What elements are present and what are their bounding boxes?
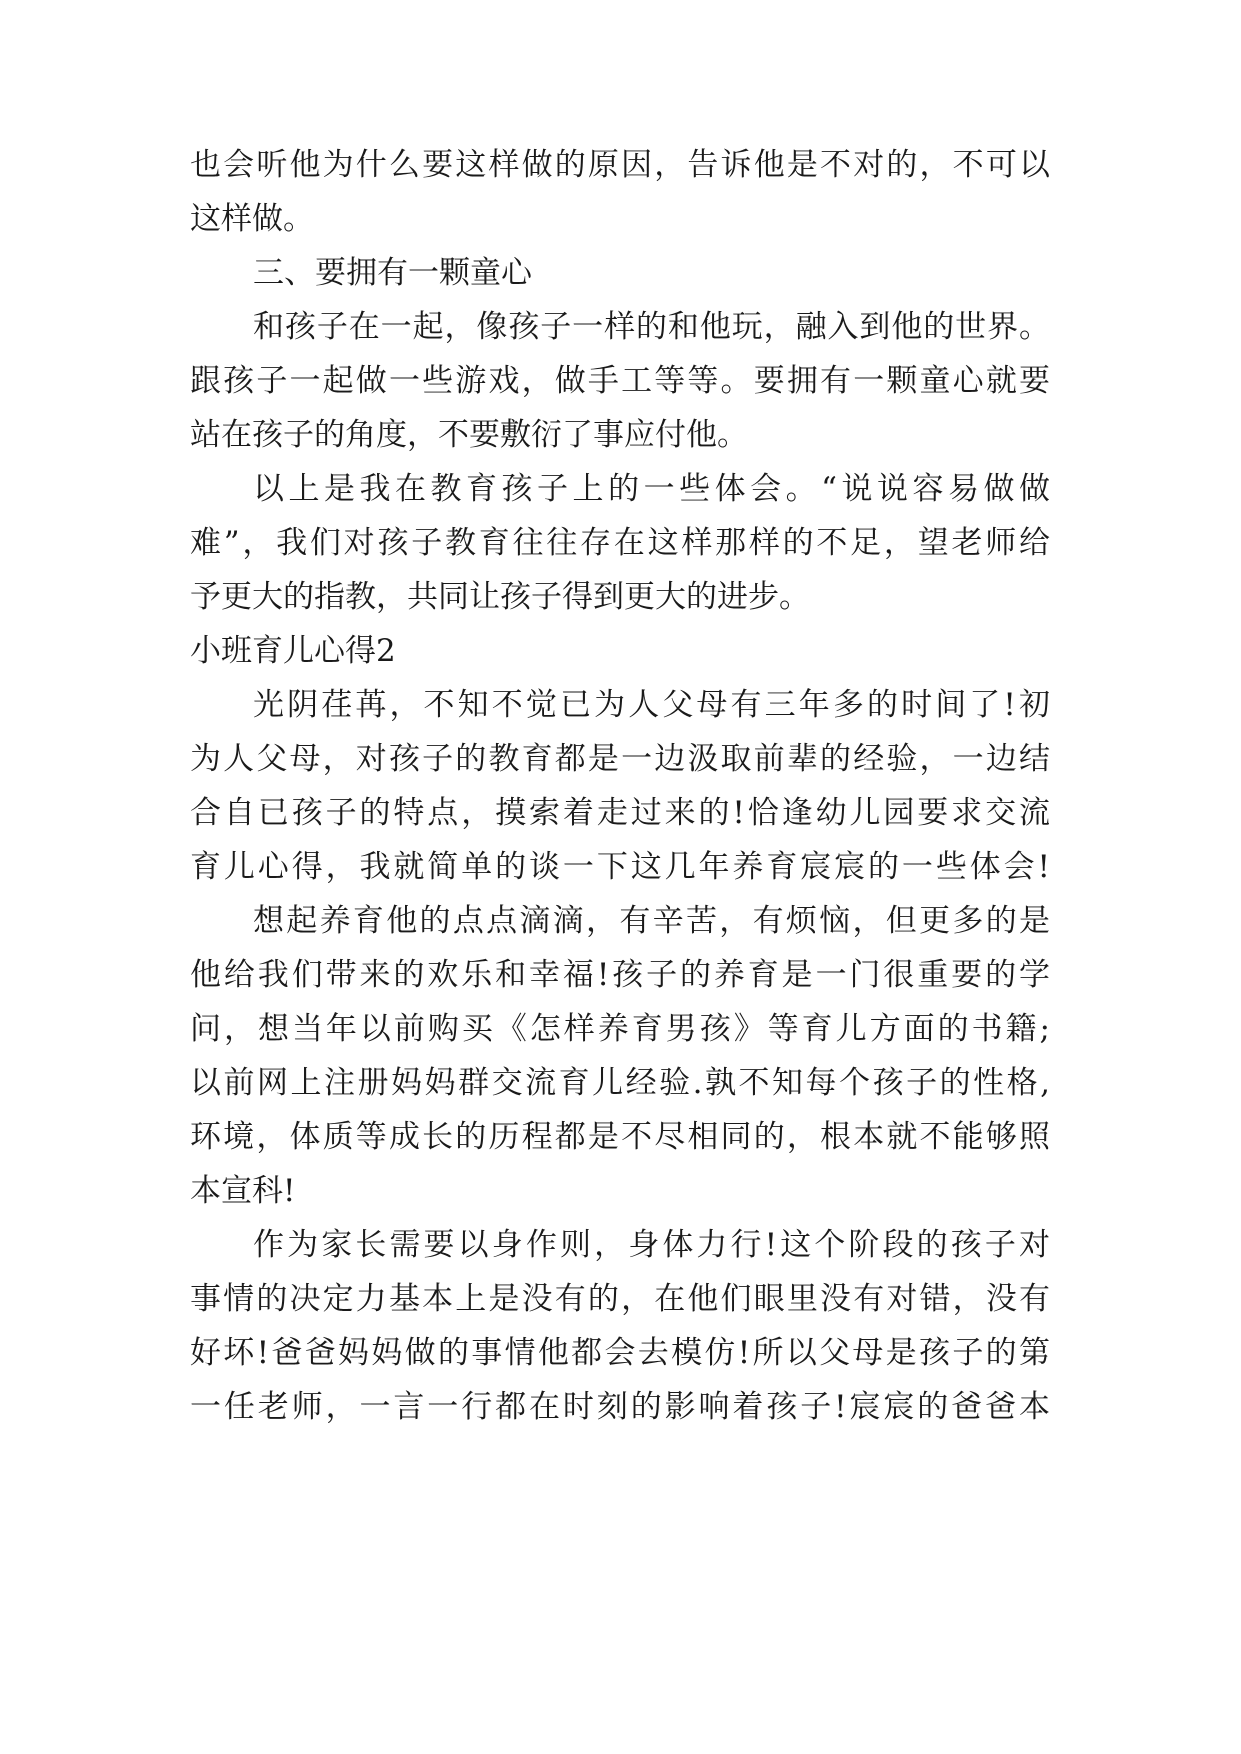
text-line: 一任老师，一言一行都在时刻的影响着孩子!宸宸的爸爸本 bbox=[190, 1389, 1050, 1425]
text-line: 他给我们带来的欢乐和幸福!孩子的养育是一门很重要的学 bbox=[190, 957, 1050, 993]
text-line: 难”，我们对孩子教育往往存在这样那样的不足，望老师给 bbox=[190, 525, 1050, 561]
text-line: 站在孩子的角度，不要敷衍了事应付他。 bbox=[190, 417, 748, 453]
text-line: 以前网上注册妈妈群交流育儿经验.孰不知每个孩子的性格, bbox=[190, 1065, 1050, 1101]
text-line: 环境，体质等成长的历程都是不尽相同的，根本就不能够照 bbox=[190, 1119, 1050, 1155]
text-line: 光阴荏苒，不知不觉已为人父母有三年多的时间了!初 bbox=[253, 687, 1050, 723]
text-line: 本宣科! bbox=[190, 1173, 296, 1209]
text-line: 这样做。 bbox=[190, 201, 314, 237]
article-title: 小班育儿心得2 bbox=[190, 633, 396, 669]
text-line: 以上是我在教育孩子上的一些体会。“说说容易做做 bbox=[253, 471, 1050, 507]
text-line: 为人父母，对孩子的教育都是一边汲取前辈的经验，一边结 bbox=[190, 741, 1050, 777]
text-line: 事情的决定力基本上是没有的，在他们眼里没有对错，没有 bbox=[190, 1281, 1050, 1317]
text-line: 想起养育他的点点滴滴，有辛苦，有烦恼，但更多的是 bbox=[253, 903, 1050, 939]
text-line: 作为家长需要以身作则，身体力行!这个阶段的孩子对 bbox=[253, 1227, 1050, 1263]
text-line: 育儿心得，我就简单的谈一下这几年养育宸宸的一些体会! bbox=[190, 849, 1050, 885]
text-line: 予更大的指教，共同让孩子得到更大的进步。 bbox=[190, 579, 810, 615]
text-line: 好坏!爸爸妈妈做的事情他都会去模仿!所以父母是孩子的第 bbox=[190, 1335, 1050, 1371]
text-line: 和孩子在一起，像孩子一样的和他玩，融入到他的世界。 bbox=[253, 309, 1050, 345]
section-heading: 三、要拥有一颗童心 bbox=[253, 255, 532, 291]
text-line: 跟孩子一起做一些游戏，做手工等等。要拥有一颗童心就要 bbox=[190, 363, 1050, 399]
text-line: 合自已孩子的特点，摸索着走过来的!恰逢幼儿园要求交流 bbox=[190, 795, 1050, 831]
text-line: 问，想当年以前购买《怎样养育男孩》等育儿方面的书籍; bbox=[190, 1011, 1050, 1047]
text-line: 也会听他为什么要这样做的原因，告诉他是不对的，不可以 bbox=[190, 147, 1050, 183]
